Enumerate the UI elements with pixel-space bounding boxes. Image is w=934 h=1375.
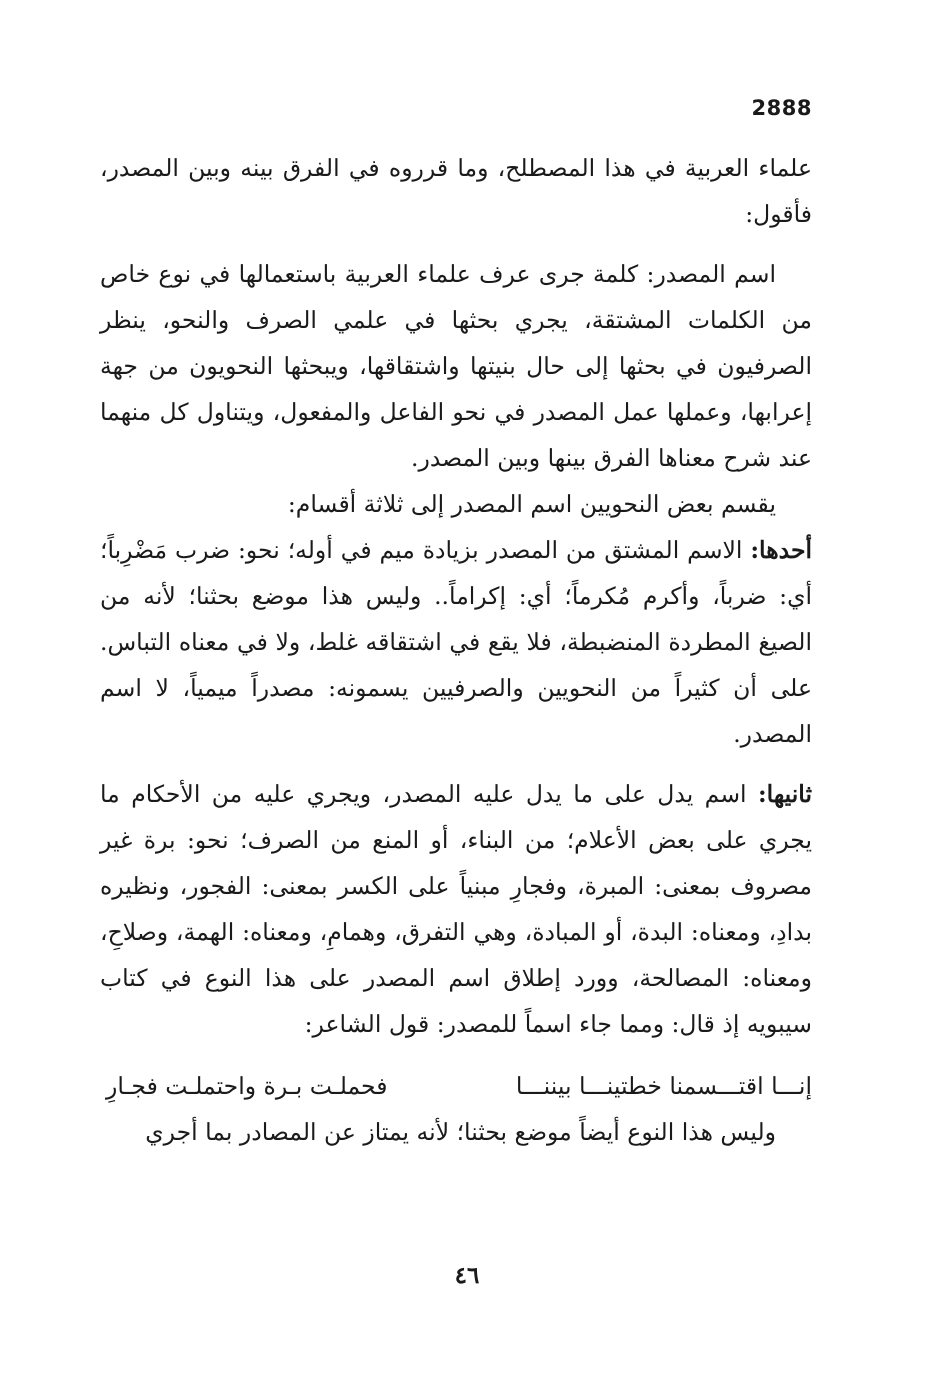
verse-first-hemistich: إنـــا اقتـــسمنا خطتينـــا بيننـــا (515, 1072, 812, 1100)
paragraph-first-type (100, 527, 812, 757)
page-number: ٤٦ (454, 1262, 480, 1289)
second-type-label: ثانيها: (758, 780, 812, 808)
paragraph-division: يقسم بعض النحويين اسم المصدر إلى ثلاثة أقسام: (287, 490, 776, 518)
first-type-text: الاسم المشتق من المصدر بزيادة ميم في أوله؛ نحو: ضرب مَضْرِباً؛ أي: ضرباً، وأكرم مُكرماً؛ أي: إكراماً.. وليس هذا موضع بحثنا؛ لأنه من الصيغ المطردة المنضبطة، فلا يقع في اشتقاقه غلط، ولا في معناه التباس. على أن كثيراً من النحويين والصرفيين يسمونه: مصدراً ميمياً، لا اسم المصدر. (100, 536, 812, 748)
verse-second-hemistich: فحملـت بـرة واحتملـت فجـارِ (106, 1072, 388, 1100)
body-text (100, 145, 812, 1155)
page-code: 2888 (751, 96, 812, 120)
paragraph-second-type (100, 771, 812, 1047)
paragraph-intro-end: علماء العربية في هذا المصطلح، وما قرروه في الفرق بينه وبين المصدر، فأقول: (100, 154, 812, 228)
paragraph-continuation: وليس هذا النوع أيضاً موضع بحثنا؛ لأنه يمتاز عن المصادر بما أجري (145, 1118, 776, 1146)
paragraph-definition: اسم المصدر: كلمة جرى عرف علماء العربية باستعمالها في نوع خاص من الكلمات المشتقة، يجري بحثها في علمي الصرف والنحو، ينظر الصرفيون في بحثها إلى حال بنيتها واشتقاقها، ويبحثها النحويون من جهة إعرابها، وعملها عمل المصدر في نحو الفاعل والمفعول، ويتناول كل منهما عند شرح معناها الفرق بينها وبين المصدر. (100, 260, 812, 472)
first-type-label: أحدها: (750, 536, 812, 564)
poetry-verse (100, 1063, 812, 1109)
second-type-text: اسم يدل على ما يدل عليه المصدر، ويجري عليه من الأحكام ما يجري على بعض الأعلام؛ من البناء، أو المنع من الصرف؛ نحو: برة غير مصروف بمعنى: المبرة، وفجارِ مبنياً على الكسر بمعنى: الفجور، ونظيره بدادِ، ومعناه: البدة، أو المبادة، وهي التفرق، وهمامِ، ومعناه: الهمة، وصلاحِ، ومعناه: المصالحة، وورد إطلاق اسم المصدر على هذا النوع في كتاب سيبويه إذ قال: ومما جاء اسماً للمصدر: قول الشاعر: (100, 780, 812, 1038)
